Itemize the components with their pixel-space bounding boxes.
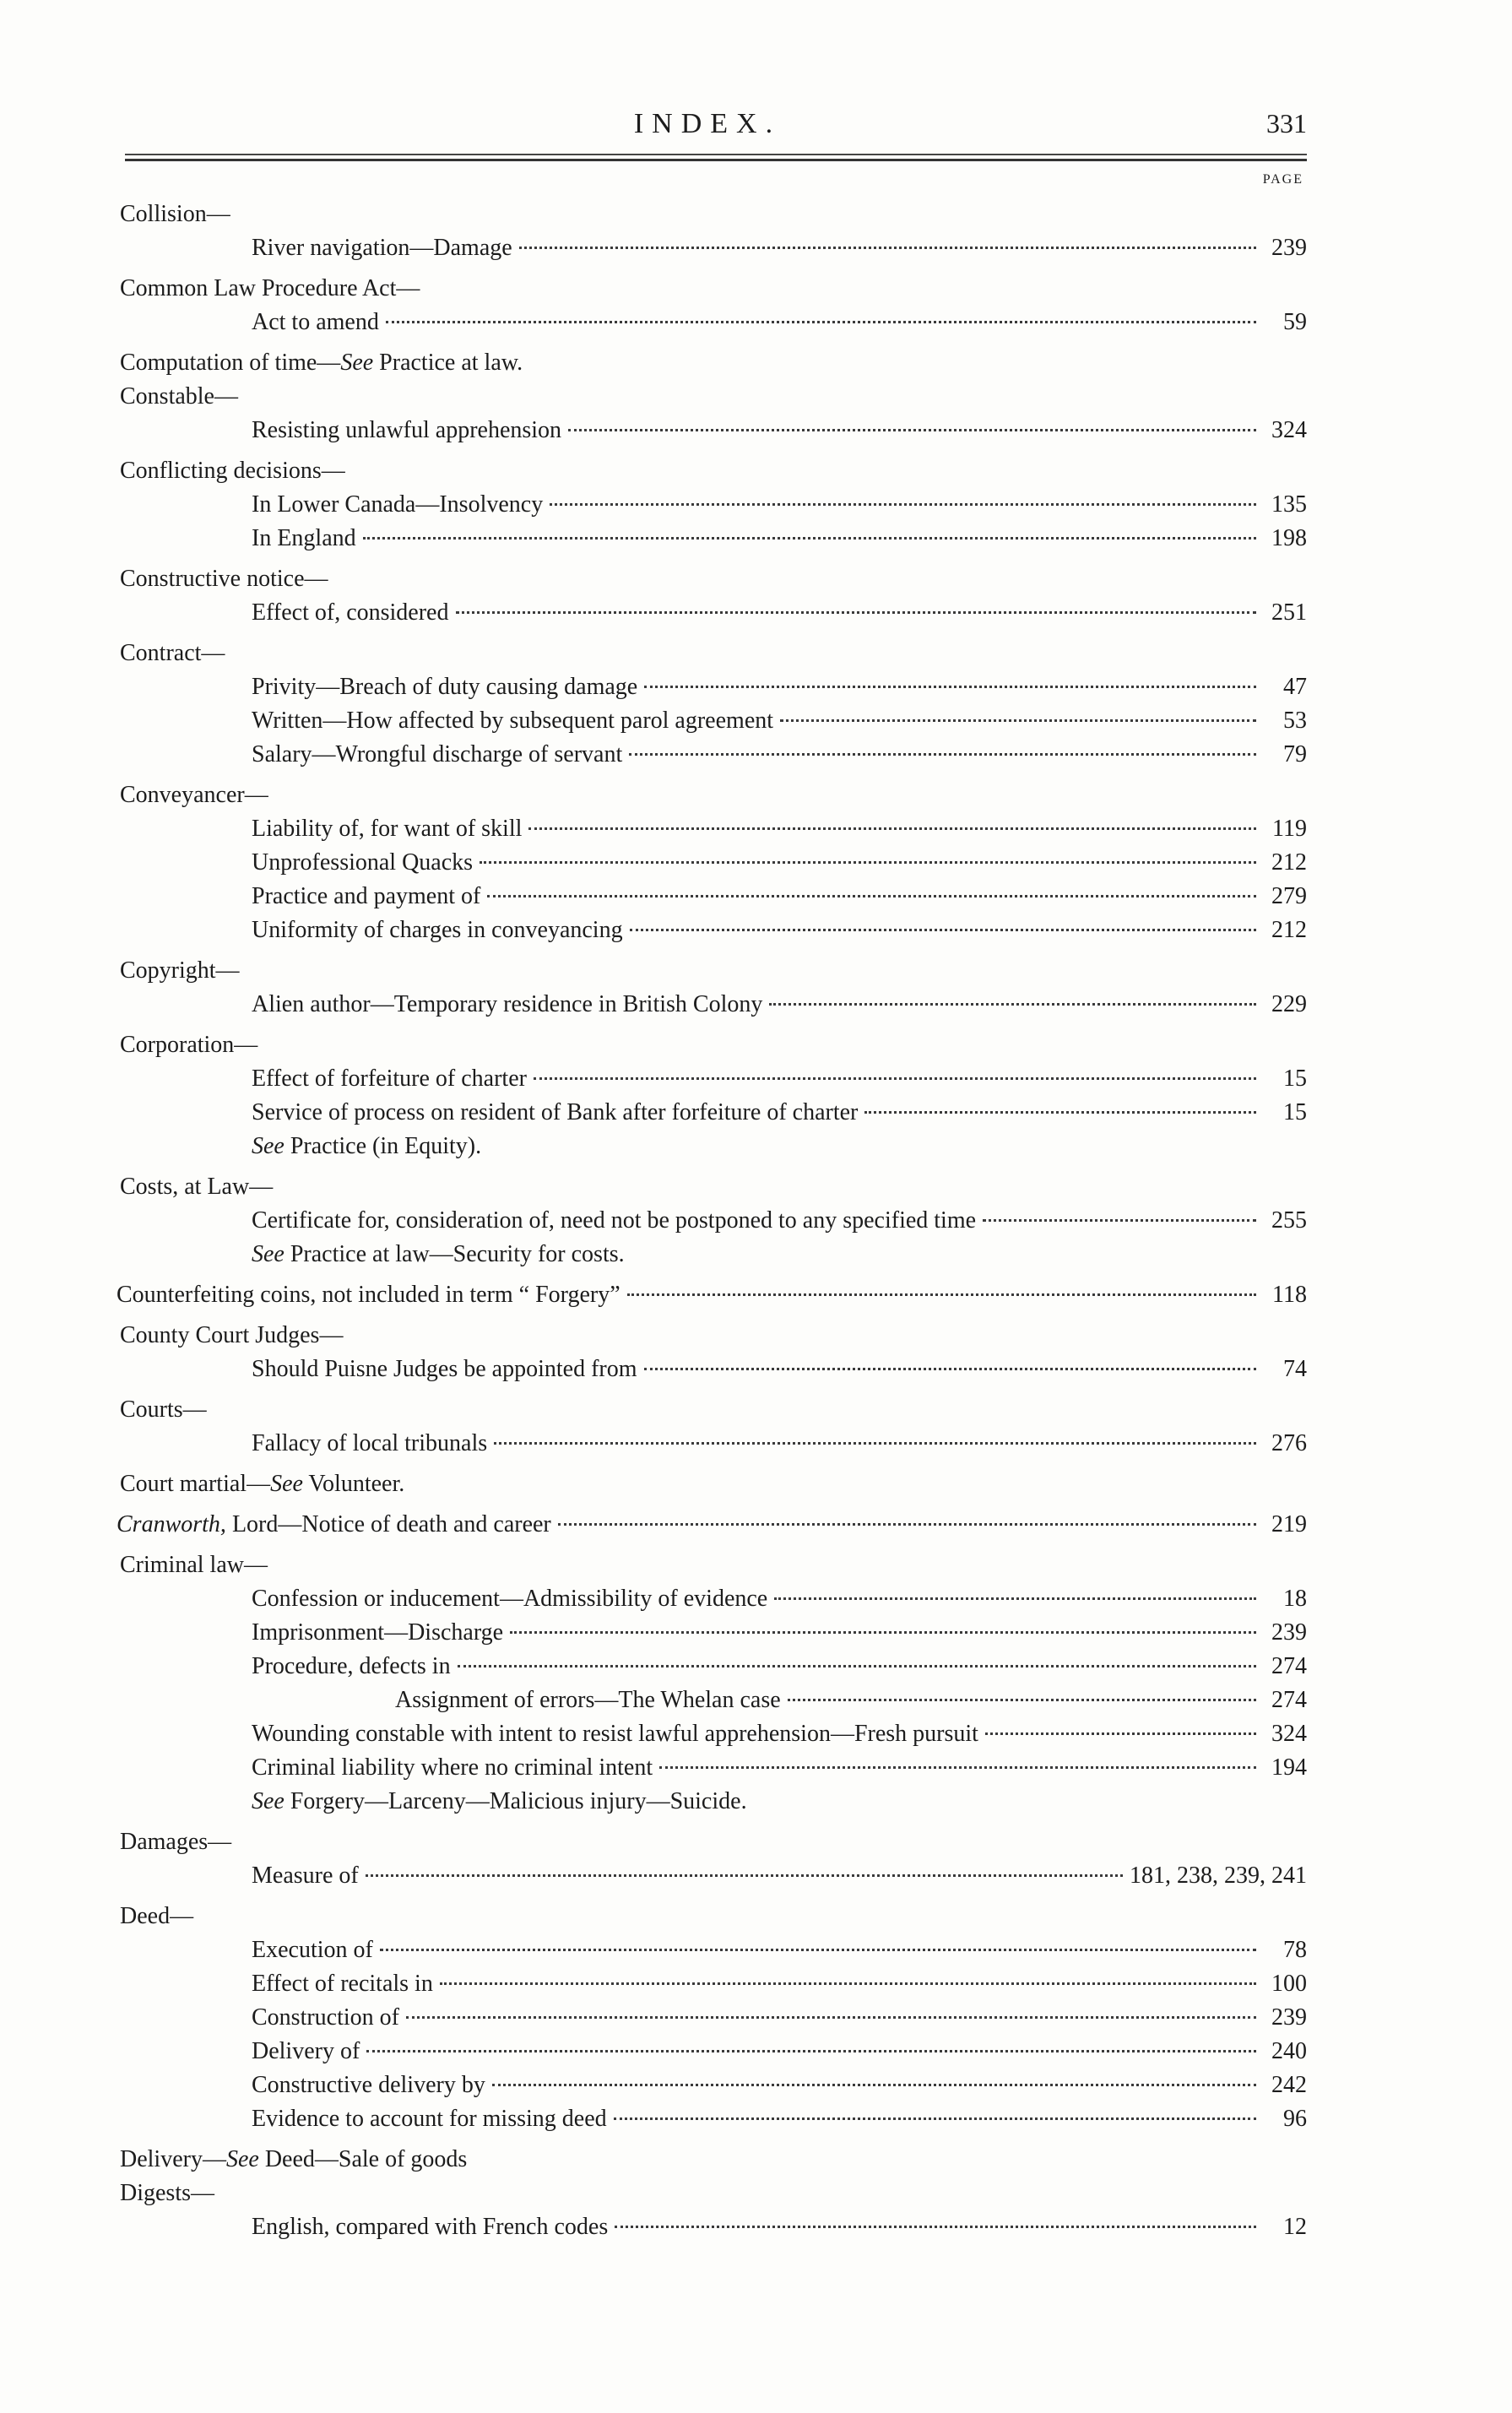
- index-subentry: [108, 1933, 1307, 1967]
- index-heading-see: Court martial—See Volunteer.: [120, 1471, 405, 1497]
- index-heading: Copyright—: [120, 957, 240, 984]
- see-also-line: See Forgery—Larceny—Malicious injury—Suicide.: [252, 1788, 747, 1814]
- page-reference: 255: [1271, 1207, 1307, 1234]
- entry-text: Written—How affected by subsequent parol agreement: [252, 708, 774, 734]
- page-reference: 219: [1271, 1511, 1307, 1537]
- page-column-label: PAGE: [1262, 172, 1303, 187]
- dot-leader: [458, 1665, 1256, 1667]
- page-reference: 276: [1271, 1430, 1307, 1456]
- dot-leader: [864, 1111, 1256, 1114]
- entry-text: Construction of: [252, 2004, 399, 2031]
- entry-text: Confession or inducement—Admissibility of evidence: [252, 1586, 768, 1612]
- index-subentry: [108, 988, 1307, 1022]
- dot-leader: [363, 537, 1256, 540]
- dot-leader: [659, 1766, 1256, 1769]
- entry-text: English, compared with French codes: [252, 2214, 609, 2240]
- entry-text: Uniformity of charges in conveyancing: [252, 917, 623, 943]
- see-reference: See: [225, 2146, 259, 2172]
- dot-leader: [380, 1949, 1256, 1951]
- page-reference: 100: [1271, 1971, 1307, 1997]
- index-subentry: [108, 306, 1307, 339]
- index-heading-see: Computation of time—See Practice at law.: [120, 350, 523, 376]
- entry-text: Unprofessional Quacks: [252, 849, 474, 876]
- entry-text: Imprisonment—Discharge: [252, 1619, 504, 1646]
- index-entries: [108, 198, 1307, 2244]
- entry-text: Practice and payment of: [252, 883, 481, 909]
- page-reference: 212: [1271, 917, 1307, 943]
- entry-text: Effect of forfeiture of charter: [252, 1066, 527, 1092]
- index-subentry: [108, 1650, 1307, 1684]
- index-heading: Damages—: [120, 1829, 232, 1855]
- index-subentry: [108, 2102, 1307, 2136]
- dot-leader: [615, 2226, 1256, 2228]
- index-subentry: [108, 1204, 1307, 1238]
- index-heading: Conflicting decisions—: [120, 458, 345, 484]
- dot-leader: [614, 2117, 1256, 2120]
- see-reference: See: [252, 1241, 285, 1267]
- page-reference: 96: [1283, 2106, 1307, 2132]
- index-heading: Corporation—: [120, 1032, 258, 1058]
- index-subentry: [108, 1967, 1307, 2001]
- entry-text: Criminal liability where no criminal intent: [252, 1754, 653, 1781]
- index-subentry: [108, 1859, 1307, 1893]
- index-subentry: [108, 846, 1307, 880]
- entry-text: Act to amend: [252, 309, 379, 335]
- index-subentry: [108, 914, 1307, 947]
- page-reference: 181, 238, 239, 241: [1130, 1863, 1307, 1889]
- page-reference: 239: [1271, 235, 1307, 261]
- index-subentry: [108, 522, 1307, 556]
- entry-text: Assignment of errors—The Whelan case: [395, 1687, 781, 1713]
- index-heading: County Court Judges—: [120, 1322, 344, 1348]
- dot-leader: [644, 1368, 1256, 1370]
- page-reference: 274: [1271, 1653, 1307, 1679]
- index-subentry: [108, 738, 1307, 772]
- index-subentry: [108, 231, 1307, 265]
- index-subentry: [108, 1616, 1307, 1650]
- index-subentry: [108, 1751, 1307, 1785]
- page-reference: 242: [1271, 2072, 1307, 2098]
- index-subentry: [108, 2001, 1307, 2035]
- page-reference: 47: [1283, 674, 1307, 700]
- entry-text: Cranworth, Lord—Notice of death and career: [117, 1511, 551, 1537]
- entry-text: Evidence to account for missing deed: [252, 2106, 607, 2132]
- page-reference: 79: [1283, 741, 1307, 767]
- index-subentry: [108, 1278, 1307, 1312]
- dot-leader: [629, 753, 1256, 756]
- page-reference: 239: [1271, 1619, 1307, 1646]
- page-reference: 194: [1271, 1754, 1307, 1781]
- index-subentry: [108, 704, 1307, 738]
- dot-leader: [487, 895, 1256, 897]
- page-reference: 15: [1283, 1099, 1307, 1125]
- index-subentry: [108, 1717, 1307, 1751]
- index-subentry: [108, 1353, 1307, 1386]
- page-reference: 74: [1283, 1356, 1307, 1382]
- dot-leader: [983, 1219, 1256, 1222]
- index-subentry: [108, 414, 1307, 447]
- see-also-line: See Practice (in Equity).: [252, 1133, 482, 1159]
- dot-leader: [519, 247, 1256, 249]
- entry-text: Should Puisne Judges be appointed from: [252, 1356, 637, 1382]
- page-reference: 324: [1271, 1721, 1307, 1747]
- entry-text: Effect of, considered: [252, 599, 449, 626]
- index-subentry: [108, 596, 1307, 630]
- dot-leader: [480, 861, 1256, 864]
- entry-text: Certificate for, consideration of, need not be postponed to any specified time: [252, 1207, 977, 1234]
- index-heading: Criminal law—: [120, 1552, 268, 1578]
- page-reference: 274: [1271, 1687, 1307, 1713]
- index-heading: Constructive notice—: [120, 566, 328, 592]
- dot-leader: [534, 1077, 1256, 1080]
- index-subentry: [108, 880, 1307, 914]
- index-subentry: [108, 1582, 1307, 1616]
- dot-leader: [774, 1597, 1256, 1600]
- index-heading: Deed—: [120, 1903, 194, 1929]
- index-subentry: [108, 1684, 1307, 1717]
- page-number: 331: [1266, 108, 1307, 138]
- page-reference: 15: [1283, 1066, 1307, 1092]
- page-reference: 324: [1271, 417, 1307, 443]
- page-reference: 135: [1271, 491, 1307, 518]
- dot-leader: [558, 1523, 1256, 1526]
- index-heading: Costs, at Law—: [120, 1174, 274, 1200]
- entry-text: In Lower Canada—Insolvency: [252, 491, 544, 518]
- index-page: [108, 93, 1307, 2244]
- page-reference: 12: [1283, 2214, 1307, 2240]
- see-reference: See: [340, 350, 374, 376]
- entry-text: River navigation—Damage: [252, 235, 512, 261]
- entry-text: Procedure, defects in: [252, 1653, 451, 1679]
- page-reference: 118: [1272, 1282, 1307, 1308]
- page-reference: 212: [1271, 849, 1307, 876]
- see-reference: See: [252, 1133, 285, 1159]
- entry-text: In England: [252, 525, 356, 551]
- index-heading: Contract—: [120, 640, 225, 666]
- index-subentry: [108, 1062, 1307, 1096]
- dot-leader: [492, 2084, 1256, 2086]
- index-subentry: [108, 1096, 1307, 1130]
- header-rule-thick: [125, 159, 1307, 161]
- index-heading: Digests—: [120, 2180, 214, 2206]
- dot-leader: [769, 1003, 1256, 1006]
- see-reference: See: [270, 1471, 303, 1497]
- index-heading: Collision—: [120, 201, 230, 227]
- entry-text: Measure of: [252, 1863, 359, 1889]
- index-subentry: [108, 2069, 1307, 2102]
- page-reference: 240: [1271, 2038, 1307, 2064]
- dot-leader: [985, 1732, 1256, 1735]
- entry-name: Cranworth,: [117, 1511, 226, 1537]
- dot-leader: [550, 503, 1256, 506]
- dot-leader: [386, 321, 1256, 323]
- dot-leader: [366, 1874, 1123, 1877]
- index-subentry: [108, 812, 1307, 846]
- page-reference: 53: [1283, 708, 1307, 734]
- page-reference: 279: [1271, 883, 1307, 909]
- entry-text: Alien author—Temporary residence in British Colony: [252, 991, 763, 1017]
- entry-text: Wounding constable with intent to resist lawful apprehension—Fresh pursuit: [252, 1721, 978, 1747]
- dot-leader: [627, 1293, 1256, 1296]
- entry-text: Counterfeiting coins, not included in term “ Forgery”: [117, 1282, 621, 1308]
- dot-leader: [528, 827, 1256, 830]
- entry-text: Effect of recitals in: [252, 1971, 433, 1997]
- entry-text: Salary—Wrongful discharge of servant: [252, 741, 623, 767]
- entry-text: Liability of, for want of skill: [252, 816, 523, 842]
- see-also-line: See Practice at law—Security for costs.: [252, 1241, 625, 1267]
- entry-text: Fallacy of local tribunals: [252, 1430, 488, 1456]
- entry-text: Service of process on resident of Bank after forfeiture of charter: [252, 1099, 859, 1125]
- entry-text: Resisting unlawful apprehension: [252, 417, 562, 443]
- entry-text: Delivery of: [252, 2038, 360, 2064]
- dot-leader: [568, 429, 1256, 431]
- index-heading-see: Delivery—See Deed—Sale of goods: [120, 2146, 468, 2172]
- index-heading: Constable—: [120, 383, 238, 409]
- entry-text: Constructive delivery by: [252, 2072, 485, 2098]
- index-subentry: [108, 670, 1307, 704]
- dot-leader: [788, 1699, 1256, 1701]
- index-subentry: [108, 488, 1307, 522]
- index-subentry: [108, 2210, 1307, 2244]
- page-reference: 59: [1283, 309, 1307, 335]
- entry-text: Execution of: [252, 1937, 373, 1963]
- index-heading: Common Law Procedure Act—: [120, 275, 420, 301]
- index-subentry: [108, 1508, 1307, 1542]
- page-reference: 119: [1272, 816, 1307, 842]
- dot-leader: [494, 1442, 1256, 1445]
- dot-leader: [630, 929, 1256, 931]
- page-reference: 78: [1283, 1937, 1307, 1963]
- entry-text: Privity—Breach of duty causing damage: [252, 674, 638, 700]
- page-reference: 251: [1271, 599, 1307, 626]
- dot-leader: [406, 2016, 1256, 2019]
- page-reference: 239: [1271, 2004, 1307, 2031]
- see-reference: See: [252, 1788, 285, 1814]
- dot-leader: [780, 719, 1256, 722]
- dot-leader: [366, 2050, 1256, 2052]
- dot-leader: [644, 686, 1256, 688]
- page-reference: 198: [1271, 525, 1307, 551]
- dot-leader: [510, 1631, 1256, 1634]
- page-reference: 18: [1283, 1586, 1307, 1612]
- page-header: [108, 93, 1307, 152]
- index-heading: Conveyancer—: [120, 782, 268, 808]
- dot-leader: [440, 1982, 1256, 1985]
- page-title: INDEX.: [633, 108, 782, 139]
- page-reference: 229: [1271, 991, 1307, 1017]
- index-subentry: [108, 2035, 1307, 2069]
- dot-leader: [456, 611, 1257, 614]
- index-subentry: [108, 1427, 1307, 1461]
- header-rule-thin: [125, 154, 1307, 155]
- index-heading: Courts—: [120, 1396, 207, 1423]
